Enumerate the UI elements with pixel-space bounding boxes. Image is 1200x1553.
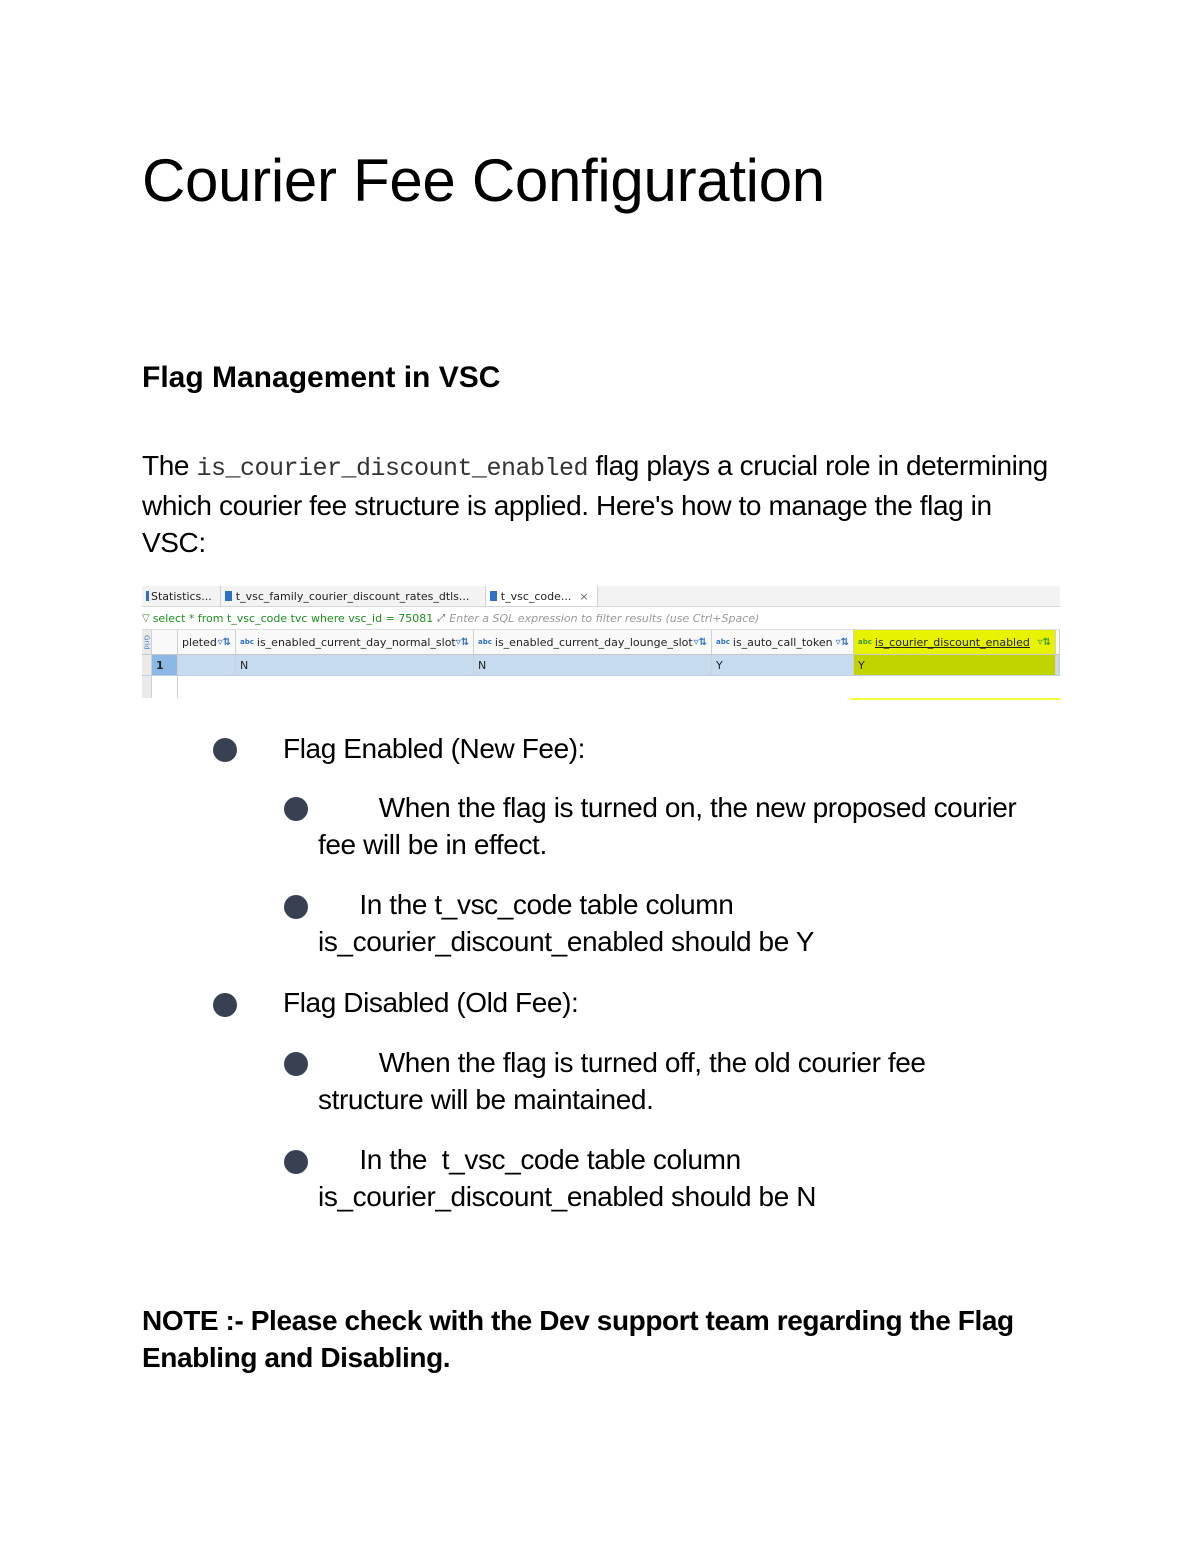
column-header-highlighted[interactable]: abc is_courier_discount_enabled ▿⇅ — [854, 630, 1056, 654]
text-type-icon: abc — [240, 638, 254, 646]
grid-header — [142, 630, 1060, 655]
db-client-screenshot — [142, 586, 1060, 700]
sub-bullet: When the flag is turned on, the new proposed courier fee will be in effect. — [318, 792, 1017, 860]
editor-tabs — [142, 586, 1060, 607]
filter-icon: ▽ — [142, 612, 150, 624]
filter-input[interactable]: Enter a SQL expression to filter results (use Ctrl+Space) — [449, 611, 760, 625]
bullet-icon — [284, 895, 308, 919]
table-cell[interactable] — [178, 655, 236, 675]
table-cell[interactable]: N — [236, 655, 474, 675]
filter-bar — [142, 607, 1060, 630]
filter-sort-icon[interactable]: ▿⇅ — [1037, 636, 1051, 648]
filter-sort-icon[interactable]: ▿⇅ — [835, 636, 849, 648]
intro-prefix: The — [142, 450, 197, 481]
tab-statistics[interactable]: Statistics... — [142, 586, 221, 606]
bullet-icon — [213, 738, 237, 762]
empty-cell — [152, 676, 178, 698]
side-strip — [142, 655, 152, 675]
bullet-icon — [213, 993, 237, 1017]
expand-icon[interactable]: ⤢ — [437, 612, 446, 624]
tab-icon — [146, 591, 149, 601]
table-cell-highlighted[interactable]: Y — [854, 655, 1056, 675]
note-text: NOTE :- Please check with the Dev support team regarding the Flag Enabling and Disabling. — [142, 1305, 1014, 1373]
sub-bullet: When the flag is turned off, the old courier fee structure will be maintained. — [318, 1047, 926, 1115]
page-title: Courier Fee Configuration — [142, 147, 825, 214]
table-row[interactable] — [142, 655, 1060, 676]
text-type-icon: abc — [858, 638, 872, 646]
sql-query[interactable]: select * from t_vsc_code tvc where vsc_id = 75081 — [152, 611, 434, 625]
sub-bullet: In the t_vsc_code table column is_courier_discount_enabled should be N — [318, 1144, 817, 1212]
table-icon — [490, 591, 497, 601]
close-icon[interactable]: × — [579, 589, 589, 603]
filter-sort-icon[interactable]: ▿⇅ — [217, 636, 231, 648]
table-icon — [225, 591, 232, 601]
column-header[interactable]: abc is_auto_call_token ▿⇅ — [712, 630, 854, 654]
column-header[interactable]: abc is_enabled_current_day_lounge_slot ▿⇅ — [474, 630, 712, 654]
intro-suffix: flag plays a crucial role in determining which courier fee structure is applied. Here's how to manage the flag in VSC: — [142, 450, 1048, 558]
tab-vsc-code[interactable]: t_vsc_code... × — [486, 586, 598, 606]
text-type-icon: abc — [478, 638, 492, 646]
section-heading: Flag Management in VSC — [142, 361, 501, 394]
side-label[interactable]: Grid — [142, 630, 152, 654]
empty-cell — [178, 676, 236, 698]
filter-sort-icon[interactable]: ▿⇅ — [693, 636, 707, 648]
sub-bullet: In the t_vsc_code table column is_courier_discount_enabled should be Y — [318, 889, 815, 957]
text-type-icon: abc — [716, 638, 730, 646]
intro-paragraph — [142, 447, 1062, 561]
column-edge — [1056, 655, 1060, 675]
empty-row — [142, 676, 1060, 698]
filter-sort-icon[interactable]: ▿⇅ — [455, 636, 470, 648]
side-strip — [142, 676, 152, 698]
column-edge — [1056, 630, 1060, 654]
column-header[interactable]: pleted ▿⇅ — [152, 630, 236, 654]
row-number[interactable]: 1 — [152, 655, 178, 675]
bullet-icon — [284, 1150, 308, 1174]
bullet-flag-enabled: Flag Enabled (New Fee): — [283, 733, 586, 764]
bullet-icon — [284, 1052, 308, 1076]
flag-code: is_courier_discount_enabled — [196, 454, 589, 483]
bullet-icon — [284, 797, 308, 821]
column-header[interactable]: abc is_enabled_current_day_normal_slot ▿⇅ — [236, 630, 474, 654]
table-cell[interactable]: N — [474, 655, 712, 675]
bullet-flag-disabled: Flag Disabled (Old Fee): — [283, 987, 579, 1018]
tab-courier-discount-rates[interactable]: t_vsc_family_courier_discount_rates_dtls... — [221, 586, 486, 606]
table-cell[interactable]: Y — [712, 655, 854, 675]
results-grid — [142, 630, 1060, 698]
